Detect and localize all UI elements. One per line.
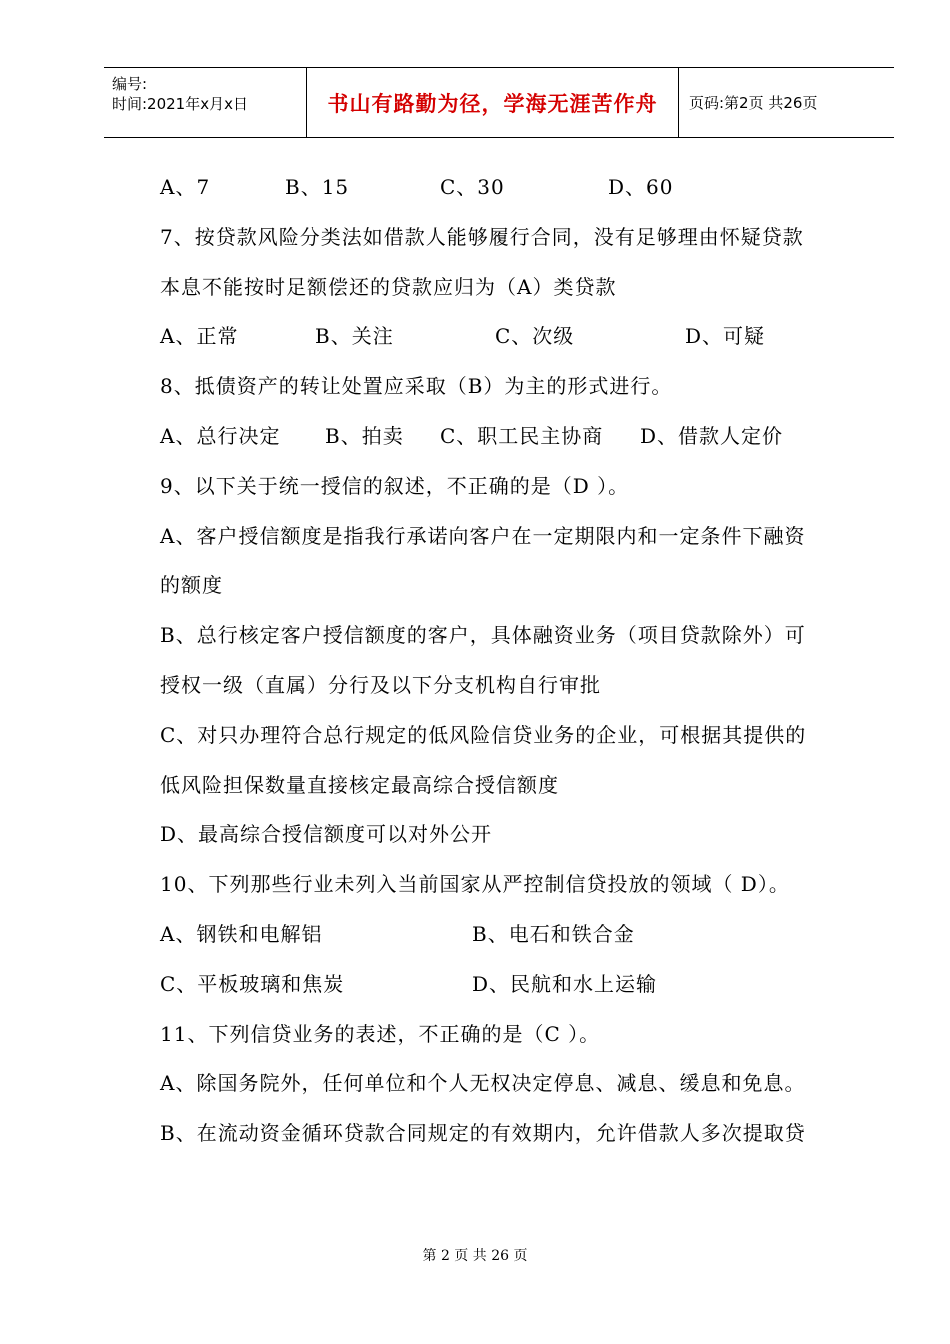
answer-option: D、可疑 <box>685 324 766 349</box>
answer-option: C、次级 <box>495 324 575 349</box>
text-line: 的额度 <box>160 573 223 598</box>
answer-option: A、钢铁和电解铝 <box>160 921 323 946</box>
document-number-label: 编号: <box>112 75 148 93</box>
text-line: A、除国务院外，任何单位和个人无权决定停息、减息、缓息和免息。 <box>160 1071 806 1096</box>
text-line: 低风险担保数量直接核定最高综合授信额度 <box>160 772 559 797</box>
answer-option: C、30 <box>440 175 505 199</box>
page-footer: 第 2 页 共 26 页 <box>422 1248 528 1264</box>
answer-option: B、15 <box>285 175 350 199</box>
options-line <box>160 960 850 1010</box>
text-line: 7、按贷款风险分类法如借款人能够履行合同，没有足够理由怀疑贷款 <box>160 224 804 249</box>
text-line: 授权一级（直属）分行及以下分支机构自行审批 <box>160 672 601 697</box>
text-line: 8、抵债资产的转让处置应采取（B）为主的形式进行。 <box>160 374 673 399</box>
text-line: B、在流动资金循环贷款合同规定的有效期内，允许借款人多次提取贷 <box>160 1121 806 1146</box>
text-line: D、最高综合授信额度可以对外公开 <box>160 822 493 847</box>
answer-option: B、拍卖 <box>325 423 404 448</box>
text-line: B、总行核定客户授信额度的客户，具体融资业务（项目贷款除外）可 <box>160 623 806 648</box>
text-line: A、客户授信额度是指我行承诺向客户在一定期限内和一定条件下融资 <box>160 523 806 548</box>
options-line <box>160 163 850 213</box>
answer-option: A、总行决定 <box>160 423 281 448</box>
answer-option: C、职工民主协商 <box>440 423 604 448</box>
answer-option: D、60 <box>608 175 674 199</box>
header-divider <box>678 68 679 137</box>
answer-option: D、借款人定价 <box>640 423 784 448</box>
text-line: 本息不能按时足额偿还的贷款应归为（A）类贷款 <box>160 274 617 299</box>
answer-option: A、7 <box>160 175 211 199</box>
answer-option: D、民航和水上运输 <box>472 971 658 996</box>
answer-option: A、正常 <box>160 324 239 349</box>
header-motto: 书山有路勤为径，学海无涯苦作舟 <box>327 91 658 116</box>
options-line <box>160 312 850 362</box>
answer-option: B、关注 <box>315 324 394 349</box>
document-date: 时间:2021年x月x日 <box>112 95 248 113</box>
text-line: 11、下列信贷业务的表述，不正确的是（C ）。 <box>160 1021 601 1046</box>
text-line: C、对只办理符合总行规定的低风险信贷业务的企业，可根据其提供的 <box>160 722 807 747</box>
options-line <box>160 412 850 462</box>
header-page-info: 页码:第2页 共26页 <box>689 94 818 112</box>
document-body <box>160 163 850 1159</box>
document-header <box>104 67 894 138</box>
text-line: 9、以下关于统一授信的叙述，不正确的是（D ）。 <box>160 473 630 498</box>
header-meta <box>112 74 302 114</box>
answer-option: C、平板玻璃和焦炭 <box>160 971 345 996</box>
answer-option: B、电石和铁合金 <box>472 921 635 946</box>
text-line: 10、下列那些行业未列入当前国家从严控制信贷投放的领域（ D）。 <box>160 872 790 897</box>
options-line <box>160 910 850 960</box>
